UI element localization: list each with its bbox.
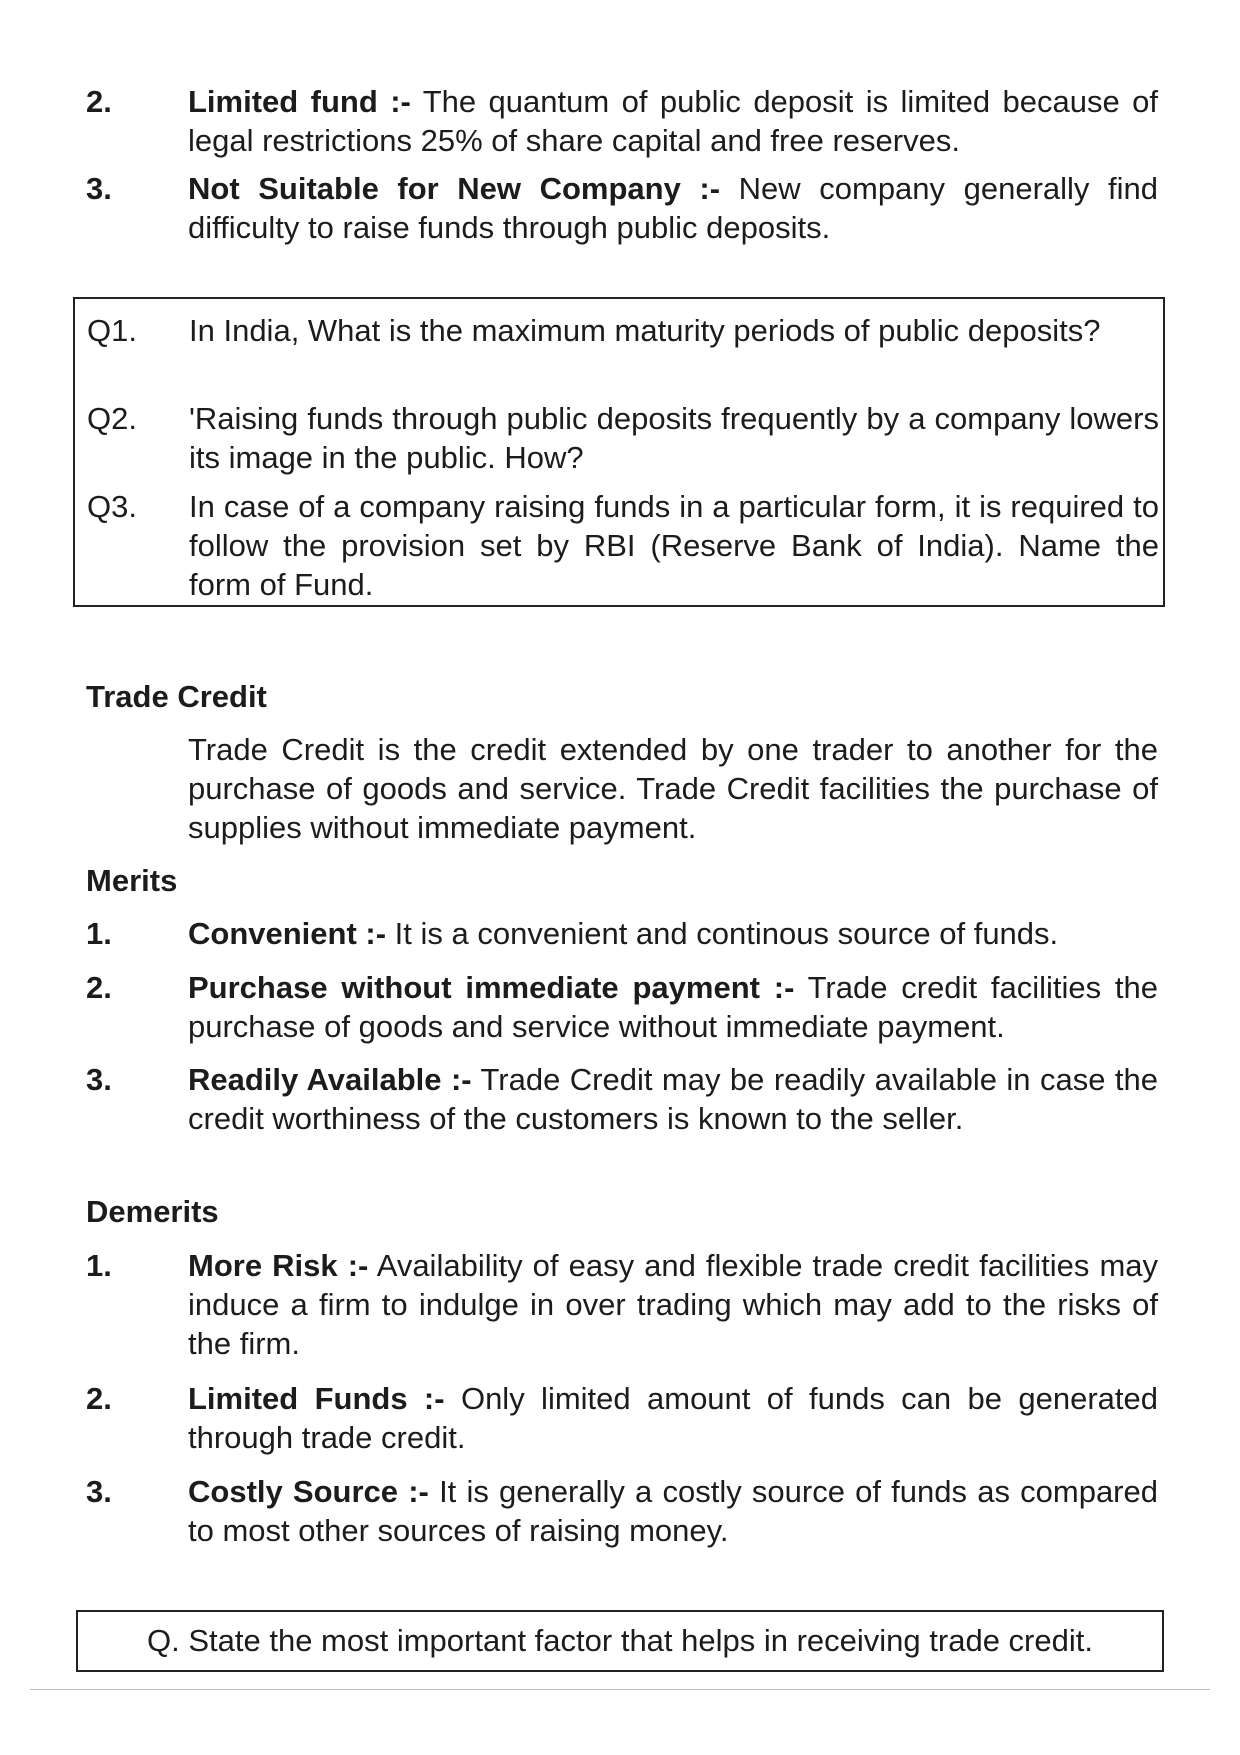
merit-item-purchase [86,968,1158,1046]
trade-credit-paragraph: Trade Credit is the credit extended by one trader to another for the purchase of goods and service. Trade Credit facilities the purchase of supplies without immediate payment. [188,732,1158,845]
item-number: 1. [86,916,112,951]
item-title: Costly Source :- [188,1474,429,1509]
section-heading-trade-credit: Trade Credit [86,679,267,714]
item-title: Purchase without immediate payment :- [188,970,795,1005]
item-title: Limited Funds :- [188,1381,445,1416]
bottom-divider [30,1689,1210,1690]
question-box [73,297,1165,607]
item-text [188,1472,1158,1550]
item-text [188,1246,1158,1363]
merit-item-convenient [86,914,1158,953]
question-item [87,487,1159,604]
demerit-item-limited-funds [86,1379,1158,1457]
question-number: Q1. [87,313,137,348]
list-item-limited-fund [86,82,1158,160]
item-body: Trade credit facilities the purchase of goods and service without immediate payment. [188,970,1158,1044]
item-body: New company generally find difficulty to raise funds through public deposits. [188,171,1158,245]
demerit-item-more-risk [86,1246,1158,1363]
item-text [188,1379,1158,1457]
item-title: More Risk :- [188,1248,369,1283]
final-question-box: Q. State the most important factor that helps in receiving trade credit. [76,1610,1164,1672]
item-number: 3. [86,1062,112,1097]
item-title: Not Suitable for New Company :- [188,171,721,206]
item-number: 3. [86,1474,112,1509]
item-body: The quantum of public deposit is limited because of legal restrictions 25% of share capital and free reserves. [188,84,1158,158]
section-heading-demerits: Demerits [86,1194,219,1229]
question-item [87,399,1159,477]
item-number: 3. [86,171,112,206]
item-number: 2. [86,84,112,119]
item-text [188,1060,1158,1138]
item-number: 1. [86,1248,112,1283]
item-text [188,82,1158,160]
item-body: Trade Credit may be readily available in case the credit worthiness of the customers is known to the seller. [188,1062,1158,1136]
item-body: Availability of easy and flexible trade credit facilities may induce a firm to indulge in over trading which may add to the risks of the firm. [188,1248,1159,1361]
item-title: Readily Available :- [188,1062,472,1097]
merit-item-readily-available [86,1060,1158,1138]
question-text: In India, What is the maximum maturity periods of public deposits? [189,313,1101,348]
item-text [188,968,1158,1046]
demerit-item-costly-source [86,1472,1158,1550]
item-text [188,914,1158,953]
item-title: Convenient :- [188,916,387,951]
item-body: It is generally a costly source of funds as compared to most other sources of raising money. [188,1474,1158,1548]
list-item-not-suitable [86,169,1158,247]
question-text: 'Raising funds through public deposits frequently by a company lowers its image in the public. How? [189,401,1159,475]
item-number: 2. [86,970,112,1005]
item-text [188,169,1158,247]
section-heading-merits: Merits [86,863,178,898]
item-title: Limited fund :- [188,84,411,119]
question-number: Q3. [87,489,137,524]
question-item [87,311,1159,350]
item-number: 2. [86,1381,112,1416]
item-body: It is a convenient and continous source of funds. [386,916,1059,951]
item-body: Only limited amount of funds can be generated through trade credit. [188,1381,1158,1455]
question-number: Q2. [87,401,137,436]
question-text: In case of a company raising funds in a particular form, it is required to follow the provision set by RBI (Reserve Bank of India). Name the form of Fund. [189,489,1159,602]
